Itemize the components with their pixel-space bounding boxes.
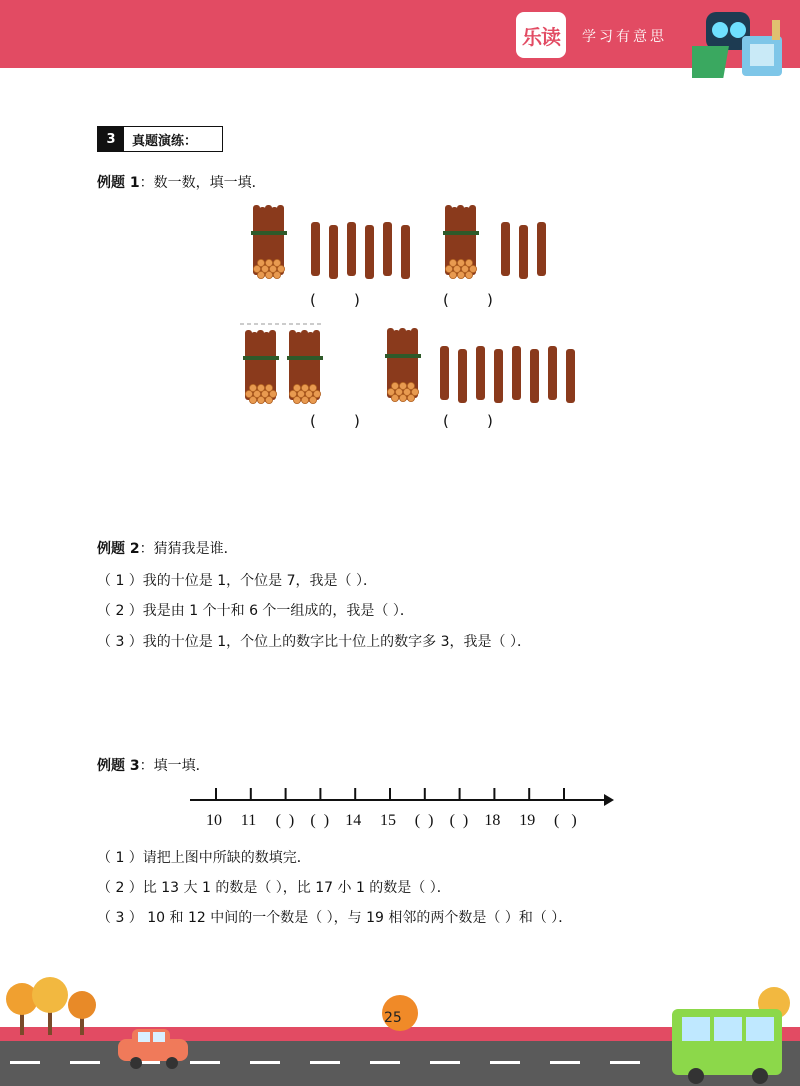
- example2-prompt: [97, 538, 238, 558]
- section-title: [97, 126, 223, 152]
- bundle-of-ten: [385, 328, 421, 402]
- loose-sticks: [311, 222, 410, 279]
- section-title-text: 真题演练：: [132, 133, 198, 149]
- number-line-label: 14: [345, 812, 362, 829]
- header-bar: [0, 0, 800, 68]
- number-line-label: ( ): [449, 812, 469, 829]
- example3-question-1: （ 1 ）请把上图中所缺的数填完．: [97, 850, 311, 866]
- number-line-label: 19: [519, 812, 536, 829]
- robot-mascot-icon: [692, 6, 796, 82]
- example2-question-3: （ 3 ）我的十位是 1，个位上的数字比十位上的数字多 3，我是（ ）．: [97, 634, 531, 650]
- example1-blank-4: ( ): [443, 412, 493, 430]
- example1-blank-2: ( ): [443, 291, 493, 309]
- number-line-label: 10: [206, 812, 222, 829]
- number-line-label: 15: [380, 812, 396, 829]
- example2-text: ：猜猜我是谁．: [139, 541, 238, 557]
- example3-question-2: （ 2 ）比 13 大 1 的数是（ ），比 17 小 1 的数是（ ）．: [97, 880, 451, 896]
- number-line-label: ( ): [554, 812, 577, 829]
- example2-question-1: （ 1 ）我的十位是 1，个位是 7，我是（ ）．: [97, 573, 377, 589]
- page-number: 25: [384, 1010, 402, 1026]
- bundle-of-ten: [251, 205, 287, 279]
- example1-label: 例题 1: [97, 175, 140, 191]
- example1-prompt: [97, 172, 266, 192]
- number-line-label: 18: [484, 812, 501, 829]
- bundle-of-ten: [243, 330, 279, 404]
- example3-text: ：填一填．: [139, 758, 210, 774]
- section-number: 3: [98, 127, 124, 151]
- example1-blank-1: ( ): [310, 291, 360, 309]
- example2-label: 例题 2: [97, 541, 140, 557]
- example3-prompt: [97, 755, 210, 775]
- bundle-of-ten: [443, 205, 479, 279]
- loose-sticks: [440, 346, 575, 403]
- brand-slogan: 学习有意思: [582, 29, 667, 45]
- loose-sticks: [501, 222, 546, 279]
- number-line: [0, 780, 800, 820]
- footer-road-scene: [0, 975, 800, 1086]
- number-line-label: ( ): [275, 812, 295, 829]
- number-line-label: ( ): [310, 812, 330, 829]
- example1-text: ：数一数，填一填．: [139, 175, 266, 191]
- brand-logo: 乐读: [516, 12, 566, 58]
- number-line-label: ( ): [414, 812, 434, 829]
- example2-question-2: （ 2 ）我是由 1 个十和 6 个一组成的，我是（ ）．: [97, 603, 414, 619]
- example3-question-3: （ 3 ） 10 和 12 中间的一个数是（ ），与 19 相邻的两个数是（ ）和（ ）．: [97, 910, 573, 926]
- example1-blank-3: ( ): [310, 412, 360, 430]
- bundle-of-ten: [287, 330, 323, 404]
- number-line-label: 11: [240, 812, 257, 829]
- example3-label: 例题 3: [97, 758, 140, 774]
